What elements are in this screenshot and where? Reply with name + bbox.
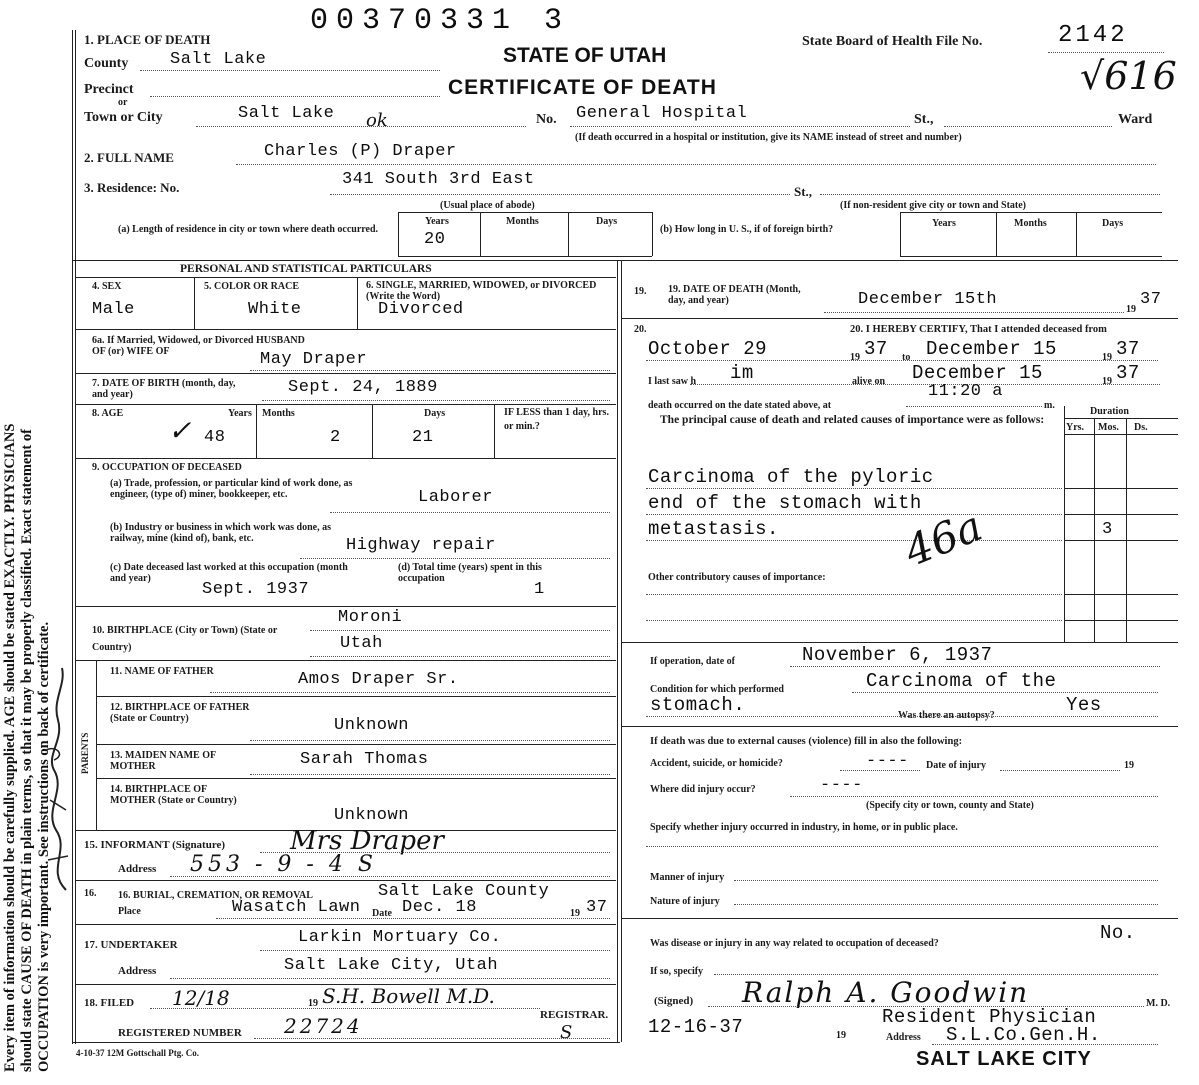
father-name-label: 11. NAME OF FATHER <box>110 666 214 677</box>
us-months-header: Months <box>1014 218 1047 229</box>
county-value: Salt Lake <box>170 50 267 69</box>
county-label: County <box>84 56 129 71</box>
specify-whether-note: Specify whether injury occurred in industry, in home, or in public place. <box>650 822 958 833</box>
dob-value: Sept. 24, 1889 <box>288 378 438 397</box>
registrar-signature: S.H. Bowell M.D. <box>322 984 495 1008</box>
meridiem-label: m. <box>1044 400 1055 411</box>
attended-from-date: October 29 <box>648 338 768 360</box>
age-months-value: 2 <box>330 428 341 447</box>
burial-place-name: Wasatch Lawn <box>232 898 361 917</box>
burial-place-value: Salt Lake County <box>378 882 550 901</box>
residence-years-header: Years <box>425 216 449 227</box>
physician-address-value: S.L.Co.Gen.H. <box>946 1024 1101 1046</box>
left-border-inner <box>75 30 76 1044</box>
physician-signature: Ralph A. Goodwin <box>742 976 1030 1009</box>
side-instruction-line-2: should state CAUSE OF DEATH in plain terms, so that it may be properly classified. Exact statement of <box>19 429 35 1072</box>
injury-location-value: ---- <box>820 776 863 795</box>
signature-year-label: 19 <box>836 1030 846 1041</box>
last-worked-label: (c) Date deceased last worked at this occupation (month and year) <box>110 562 348 584</box>
time-in-occupation-value: 1 <box>534 580 545 599</box>
certificate-serial-number: 00370331 3 <box>310 4 571 38</box>
attended-to-year: 37 <box>1116 338 1140 360</box>
last-worked-value: Sept. 1937 <box>202 580 310 599</box>
father-name-value: Amos Draper Sr. <box>298 670 459 689</box>
residence-label: 3. Residence: No. <box>84 180 180 195</box>
autopsy-label: Was there an autopsy? <box>898 710 995 721</box>
residence-value: 341 South 3rd East <box>342 170 535 189</box>
us-days-header: Days <box>1102 218 1124 229</box>
alive-on-label: alive on <box>852 376 886 387</box>
death-occurred-label: death occurred on the date stated above, at <box>648 400 832 411</box>
manner-of-injury-label: Manner of injury <box>650 872 725 883</box>
accident-label: Accident, suicide, or homicide? <box>650 758 783 769</box>
filed-label: 18. FILED <box>84 997 135 1009</box>
registrar-label: REGISTRAR. <box>540 1009 609 1021</box>
md-label: M. D. <box>1146 998 1171 1009</box>
if-so-specify-label: If so, specify <box>650 966 704 977</box>
file-number-label: State Board of Health File No. <box>802 34 983 49</box>
physician-title: Resident Physician <box>882 1006 1097 1028</box>
undertaker-address-value: Salt Lake City, Utah <box>284 956 499 975</box>
occupation-related-value: No. <box>1100 922 1136 944</box>
institution-note: (If death occurred in a hospital or institution, give its NAME instead of street and number) <box>575 132 962 143</box>
column-divider-inner <box>621 260 622 1042</box>
filed-value: 12/18 <box>172 986 230 1010</box>
bottom-border <box>72 1042 620 1043</box>
last-saw-year: 37 <box>1116 362 1140 384</box>
age-months-header: Months <box>262 408 295 419</box>
occupation-trade-label: (a) Trade, profession, or particular kind of work done, as engineer, (type of) miner, bookkeeper, etc. <box>110 478 353 500</box>
sex-value: Male <box>92 300 135 319</box>
birthplace-label: 10. BIRTHPLACE (City or Town) (State or Country) <box>92 625 278 653</box>
registered-number-value: 22724 <box>284 1014 363 1038</box>
full-name-label: 2. FULL NAME <box>84 150 174 165</box>
precinct-label: Precinct <box>84 82 134 97</box>
attended-to-date: December 15 <box>926 338 1057 360</box>
personal-particulars-heading: PERSONAL AND STATISTICAL PARTICULARS <box>180 263 432 275</box>
section-divider <box>72 260 1178 261</box>
spouse-value: May Draper <box>260 350 368 369</box>
age-check-mark: ✓ <box>168 414 192 447</box>
operation-date: November 6, 1937 <box>802 644 993 666</box>
parents-vertical-label: PARENTS <box>80 732 90 774</box>
burial-label: 16. BURIAL, CREMATION, OR REMOVAL Place <box>118 890 313 917</box>
residence-years-value: 20 <box>424 230 446 249</box>
age-years-value: 48 <box>204 428 226 447</box>
cause-line-2: end of the stomach with <box>648 492 922 514</box>
undertaker-label: 17. UNDERTAKER <box>84 939 178 951</box>
age-days-value: 21 <box>412 428 434 447</box>
informant-signature: Mrs Draper <box>290 826 444 856</box>
burial-date-value: Dec. 18 <box>402 898 477 917</box>
marital-status-label: 6. SINGLE, MARRIED, WIDOWED, or DIVORCED (Write the Word) <box>366 280 597 302</box>
check-mark-annotation: √616 <box>1080 54 1177 98</box>
file-number: 2142 <box>1058 22 1128 49</box>
physician-address-label: Address <box>886 1032 921 1043</box>
mother-birthplace-label: 14. BIRTHPLACE OF MOTHER (State or Country) <box>110 784 237 806</box>
spouse-label: 6a. If Married, Widowed, or Divorced HUSBAND OF (or) WIFE OF <box>92 335 305 357</box>
operation-label: If operation, date of <box>650 656 735 667</box>
occupation-related-label: Was disease or injury in any way related to occupation of deceased? <box>650 938 939 949</box>
cause-code-stamp: 46a <box>897 501 989 576</box>
date-of-death-label: 19. DATE OF DEATH (Month, day, and year) <box>668 284 801 306</box>
last-saw-label: I last saw h <box>648 376 697 387</box>
residence-months-header: Months <box>506 216 539 227</box>
time-of-death: 11:20 a <box>928 382 1003 401</box>
cause-line-3: metastasis. <box>648 518 779 540</box>
ok-annotation: ok <box>366 110 388 131</box>
printer-imprint: 4-10-37 12M Gottschall Ptg. Co. <box>76 1048 199 1058</box>
other-causes-label: Other contributory causes of importance: <box>648 572 826 583</box>
mother-birthplace-value: Unknown <box>334 806 409 825</box>
informant-address-value: 553 - 9 - 4 S <box>190 852 377 877</box>
less-than-day-label: IF LESS than 1 day, hrs. or min.? <box>504 407 609 432</box>
time-in-occupation-label: (d) Total time (years) spent in this occupation <box>398 562 542 584</box>
registered-number-label: REGISTERED NUMBER <box>118 1027 242 1039</box>
signed-label: (Signed) <box>654 995 694 1007</box>
last-saw-date: December 15 <box>912 362 1043 384</box>
usual-abode-note: (Usual place of abode) <box>440 200 535 211</box>
occupation-trade-value: Laborer <box>418 488 493 507</box>
father-birthplace-value: Unknown <box>334 716 409 735</box>
ward-label: Ward <box>1118 112 1153 127</box>
condition-line-1: Carcinoma of the <box>866 670 1057 692</box>
document-title: CERTIFICATE OF DEATH <box>448 76 717 99</box>
duration-yrs-header: Yrs. <box>1066 422 1085 433</box>
institution-value: General Hospital <box>576 104 748 123</box>
injury-date-label: Date of injury <box>926 760 986 771</box>
date-of-death-value: December 15th <box>858 290 998 309</box>
birthplace-city-value: Moroni <box>338 608 403 627</box>
side-instruction-line-3: OCCUPATION is very important. See instructions on back of certificate. <box>36 621 52 1072</box>
town-value: Salt Lake <box>238 104 335 123</box>
residence-days-header: Days <box>596 216 618 227</box>
cause-line-1: Carcinoma of the pyloric <box>648 466 934 488</box>
attended-from-year: 37 <box>864 338 888 360</box>
us-years-header: Years <box>932 218 956 229</box>
length-of-residence-label: (a) Length of residence in city or town where death occurred. <box>118 224 379 235</box>
age-label: 8. AGE <box>92 408 124 419</box>
institution-no-label: No. <box>536 112 557 127</box>
mother-name-value: Sarah Thomas <box>300 750 429 769</box>
certify-label: 20. I HEREBY CERTIFY, That I attended deceased from <box>850 324 1107 335</box>
cause-duration-months: 3 <box>1102 520 1113 539</box>
occupation-industry-value: Highway repair <box>346 536 496 555</box>
registrar-margin-signature <box>36 660 80 900</box>
marital-status-value: Divorced <box>378 300 464 319</box>
non-resident-note: (If non-resident give city or town and State) <box>840 200 1027 211</box>
burial-date-label: Date <box>372 908 392 919</box>
full-name-value: Charles (P) Draper <box>264 142 457 161</box>
left-border <box>72 30 73 1044</box>
burial-year-value: 37 <box>586 898 608 917</box>
place-of-death-label: 1. PLACE OF DEATH <box>84 32 211 47</box>
age-days-header: Days <box>424 408 446 419</box>
condition-line-2: stomach. <box>650 694 746 716</box>
undertaker-value: Larkin Mortuary Co. <box>298 928 502 947</box>
column-divider <box>617 260 618 1042</box>
informant-label: 15. INFORMANT (Signature) <box>84 839 226 851</box>
external-causes-label: If death was due to external causes (violence) fill in also the following: <box>650 736 963 747</box>
cause-of-death-label: The principal cause of death and related causes of importance were as follows: <box>660 414 1045 426</box>
autopsy-value: Yes <box>1066 694 1102 716</box>
registered-suffix: S <box>560 1022 573 1043</box>
condition-label: Condition for which performed <box>650 684 784 695</box>
date-of-death-year: 37 <box>1140 290 1162 309</box>
birthplace-state-value: Utah <box>340 634 383 653</box>
injury-location-label: Where did injury occur? <box>650 784 756 795</box>
street-label: St., <box>914 112 934 127</box>
mother-name-label: 13. MAIDEN NAME OF MOTHER <box>110 750 216 772</box>
occupation-industry-label: (b) Industry or business in which work was done, as railway, mine (kind of), bank, etc. <box>110 522 331 544</box>
occupation-label: 9. OCCUPATION OF DECEASED <box>92 462 242 473</box>
duration-header: Duration <box>1090 406 1129 417</box>
father-birthplace-label: 12. BIRTHPLACE OF FATHER (State or Country) <box>110 702 250 724</box>
accident-value: ---- <box>866 752 909 771</box>
undertaker-address-label: Address <box>118 965 157 977</box>
residence-street-label: St., <box>794 184 813 199</box>
duration-mos-header: Mos. <box>1098 422 1119 433</box>
duration-ds-header: Ds. <box>1134 422 1148 433</box>
last-saw-pronoun: im <box>730 362 754 384</box>
nature-of-injury-label: Nature of injury <box>650 896 720 907</box>
age-years-header: Years <box>228 408 252 419</box>
state-heading: STATE OF UTAH <box>503 44 667 67</box>
side-instruction-line-1: Every item of information should be carefully supplied. AGE should be stated EXACTLY. PHYSICIANS <box>2 423 18 1072</box>
informant-address-label: Address <box>118 863 157 875</box>
us-residence-label: (b) How long in U. S., if of foreign birth? <box>660 224 834 235</box>
city-stamp: SALT LAKE CITY <box>916 1048 1092 1070</box>
town-label: Town or City <box>84 110 163 125</box>
signature-date: 12-16-37 <box>648 1016 744 1038</box>
sex-label: 4. SEX <box>92 281 122 292</box>
race-label: 5. COLOR OR RACE <box>204 281 300 292</box>
race-value: White <box>248 300 302 319</box>
dob-label: 7. DATE OF BIRTH (month, day, and year) <box>92 378 236 400</box>
or-label: or <box>118 97 128 108</box>
specify-place-note: (Specify city or town, county and State) <box>866 800 1034 811</box>
